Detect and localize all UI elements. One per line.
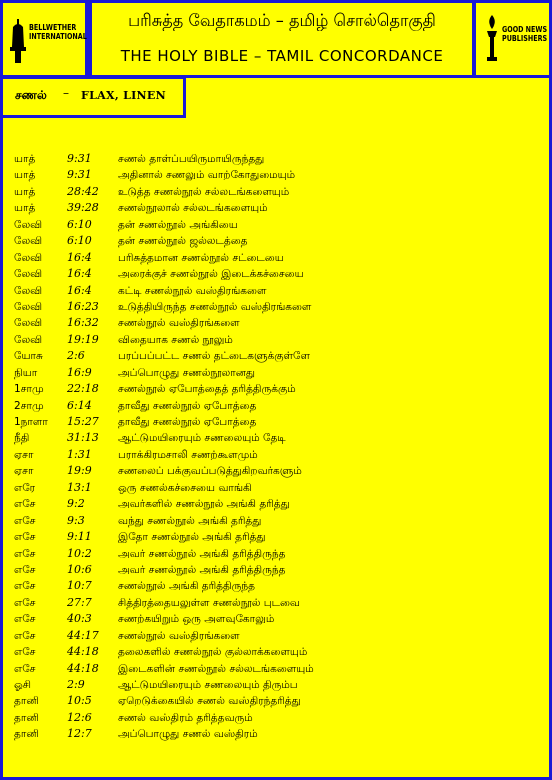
entry-book: ஓசி [14, 679, 32, 691]
bell-icon [9, 19, 27, 65]
entry-reference: 9:31 [67, 168, 92, 182]
entry-reference: 9:3 [67, 513, 85, 527]
entry-text: விதையாக சணல் நூலும் [118, 333, 233, 346]
list-item [14, 217, 544, 233]
entry-reference: 9:31 [67, 152, 92, 165]
entry-text: ஏறெடுக்கையில் சணல் வஸ்திரந்தரித்து [118, 695, 301, 708]
entry-book: எசே [14, 563, 36, 576]
list-item [14, 315, 544, 331]
entry-reference: 44:18 [67, 661, 99, 675]
entry-book: யாத் [14, 153, 36, 165]
list-item [14, 233, 544, 249]
entry-book: நீதி [14, 432, 30, 445]
list-item [14, 693, 544, 709]
list-item [14, 480, 544, 496]
entry-text: சித்திரத்தையலுள்ள சணல்நூல் புடவை [118, 596, 300, 609]
entry-book: எசே [14, 629, 36, 642]
list-item [14, 546, 544, 562]
list-item [14, 151, 544, 167]
entry-book: எசே [14, 662, 36, 675]
list-item [14, 414, 544, 430]
entry-text: அவர்களில் சணல்நூல் அங்கி தரித்து [118, 498, 290, 511]
entry-book: லேவி [14, 235, 43, 248]
list-item [14, 381, 544, 397]
entry-book: லேவி [14, 268, 43, 281]
entry-book: 1நாளா [14, 416, 48, 428]
list-item [14, 496, 544, 512]
entry-book: தானி [14, 711, 39, 724]
entry-text: அப்பொழுது சணல் வஸ்திரம் [118, 728, 258, 741]
entry-book: யோசு [14, 350, 43, 363]
headword-tamil: சணல் [15, 88, 47, 102]
entry-reference: 1:31 [67, 447, 92, 461]
entry-book: லேவி [14, 218, 43, 231]
entry-book: 1சாமு [14, 383, 44, 396]
entry-reference: 10:7 [67, 579, 92, 593]
entry-text: அரைக்குச் சணல்நூல் இடைக்கச்சையை [118, 268, 304, 281]
entry-text: ஆட்டுமயிரையும் சணலையும் தேடி [118, 432, 286, 445]
entry-book: தானி [14, 728, 39, 741]
entry-reference: 22:18 [67, 382, 99, 396]
publisher-logo-right [473, 0, 552, 78]
entry-text: சணல்நூல் வஸ்திரங்களை [118, 317, 240, 330]
entry-reference: 2:6 [67, 349, 85, 363]
list-item [14, 200, 544, 216]
torch-icon [484, 15, 500, 63]
list-item [14, 661, 544, 677]
entry-text: இடைகளின் சணல்நூல் சல்லடங்களையும் [118, 662, 314, 675]
list-item [14, 513, 544, 529]
entry-text: சணல்நூல் அங்கி தரித்திருந்த [118, 580, 255, 593]
entry-reference: 10:2 [67, 546, 92, 560]
entry-text: சணல் வஸ்திரம் தரித்தவரும் [118, 711, 253, 724]
entry-book: ஏசா [14, 448, 34, 461]
entry-reference: 9:11 [67, 530, 92, 544]
entry-reference: 9:2 [67, 497, 85, 511]
list-item [14, 677, 544, 693]
entry-text: அதினால் சணலும் வாற்கோதுமையும் [118, 169, 296, 182]
entry-text: அவர் சணல்நூல் அங்கி தரித்திருந்த [118, 563, 286, 576]
entry-book: யாத் [14, 185, 36, 198]
entry-text: ஆட்டுமயிரையும் சணலையும் திரும்ப [118, 679, 298, 691]
list-item [14, 398, 544, 414]
list-item [14, 578, 544, 594]
entry-book: யாத் [14, 169, 36, 182]
entry-book: எசே [14, 531, 36, 544]
entry-reference: 16:9 [67, 365, 92, 379]
entry-book: எசே [14, 547, 36, 560]
title-tamil: பரிசுத்த வேதாகமம் – தமிழ் சொல்தொகுதி [128, 11, 436, 31]
entry-text: கட்டி சணல்நூல் வஸ்திரங்களை [118, 284, 267, 297]
header [0, 0, 552, 78]
entry-text: சணல் தாள்ப்பயிருமாயிருந்தது [118, 153, 265, 165]
title-box [88, 0, 476, 78]
entry-book: 2சாமு [14, 399, 44, 412]
publisher-left-name: BELLWETHER INTERNATIONAL [29, 23, 87, 41]
entry-text: பரிசுத்தமான சணல்நூல் சட்டையை [118, 251, 284, 264]
headword-english: FLAX, LINEN [81, 89, 166, 102]
entry-reference: 27:7 [67, 595, 92, 609]
entry-book: எசே [14, 580, 36, 593]
entry-reference: 16:4 [67, 250, 92, 264]
entry-text: சணல்நூல் வஸ்திரங்களை [118, 629, 240, 642]
list-item [14, 250, 544, 266]
publisher-right-name: GOOD NEWS PUBLISHERS [502, 25, 548, 43]
entry-text: தன் சணல்நூல் அங்கியை [118, 218, 238, 231]
entry-reference: 10:5 [67, 694, 92, 708]
entry-reference: 13:1 [67, 480, 92, 494]
list-item [14, 463, 544, 479]
list-item [14, 167, 544, 183]
list-item [14, 184, 544, 200]
entry-reference: 10:6 [67, 562, 92, 576]
headword-box [0, 76, 186, 118]
entry-text: தாவீது சணல்நூல் ஏபோத்தை [118, 416, 257, 428]
list-item [14, 299, 544, 315]
list-item [14, 283, 544, 299]
list-item [14, 529, 544, 545]
entry-text: அப்பொழுது சணல்நூலானது [118, 366, 256, 379]
entry-book: எசே [14, 646, 36, 659]
entry-reference: 19:9 [67, 464, 92, 478]
entry-book: எசே [14, 498, 36, 511]
concordance-list [14, 151, 544, 743]
entry-book: யாத் [14, 202, 36, 215]
headword-separator: – [63, 86, 69, 100]
list-item [14, 710, 544, 726]
entry-book: லேவி [14, 317, 43, 330]
entry-reference: 31:13 [67, 431, 99, 445]
entry-text: சணல்நூலால் சல்லடங்களையும் [118, 202, 268, 215]
entry-reference: 44:17 [67, 628, 99, 642]
entry-reference: 44:18 [67, 645, 99, 659]
list-item [14, 332, 544, 348]
entry-book: லேவி [14, 300, 43, 313]
entry-book: எசே [14, 596, 36, 609]
list-item [14, 595, 544, 611]
entry-reference: 6:10 [67, 217, 92, 231]
entry-text: உடுத்த சணல்நூல் சல்லடங்களையும் [118, 185, 290, 198]
entry-text: இதோ சணல்நூல் அங்கி தரித்து [118, 531, 266, 544]
entry-reference: 16:4 [67, 267, 92, 281]
entry-reference: 12:7 [67, 727, 92, 741]
entry-text: வந்து சணல்நூல் அங்கி தரித்து [118, 514, 262, 527]
entry-reference: 28:42 [67, 184, 99, 198]
entry-book: எசே [14, 613, 36, 626]
entry-reference: 2:9 [67, 678, 85, 691]
entry-reference: 6:10 [67, 234, 92, 248]
title-english: THE HOLY BIBLE – TAMIL CONCORDANCE [120, 47, 444, 65]
entry-text: சணலைப் பக்குவப்படுத்துகிறவர்களும் [118, 465, 302, 478]
entry-reference: 16:23 [67, 299, 99, 313]
entry-text: சணல்நூல் ஏபோத்தைத் தரித்திருக்கும் [118, 383, 296, 396]
entry-book: தானி [14, 695, 39, 708]
list-item [14, 365, 544, 381]
list-item [14, 611, 544, 627]
entry-text: உடுத்தியிருந்த சணல்நூல் வஸ்திரங்களை [118, 300, 312, 313]
entry-text: சணற்கயிறும் ஒரு அளவுகோலும் [118, 613, 275, 626]
entry-book: லேவி [14, 333, 43, 346]
entry-book: ஏசா [14, 465, 34, 478]
list-item [14, 644, 544, 660]
entry-text: பரப்பப்பட்ட சணல் தட்டைகளுக்குள்ளே [118, 350, 310, 363]
entry-reference: 40:3 [67, 612, 92, 626]
entry-text: அவர் சணல்நூல் அங்கி தரித்திருந்த [118, 547, 286, 560]
list-item [14, 726, 544, 742]
entry-book: எசே [14, 514, 36, 527]
entry-book: லேவி [14, 251, 43, 264]
entry-reference: 19:19 [67, 332, 99, 346]
entry-reference: 16:4 [67, 283, 92, 297]
list-item [14, 628, 544, 644]
entry-reference: 16:32 [67, 316, 99, 330]
entry-text: தலைகளில் சணல்நூல் குல்லாக்களையும் [118, 646, 308, 659]
entry-book: லேவி [14, 284, 43, 297]
entry-text: தன் சணல்நூல் ஜல்லடத்தை [118, 235, 248, 248]
list-item [14, 430, 544, 446]
entry-reference: 15:27 [67, 415, 99, 428]
entry-text: ஒரு சணல்கச்சையை வாங்கி [118, 481, 252, 494]
entry-text: தாவீது சணல்நூல் ஏபோத்தை [118, 399, 257, 412]
entry-reference: 6:14 [67, 398, 92, 412]
entry-reference: 39:28 [67, 201, 99, 215]
list-item [14, 562, 544, 578]
entry-book: நியா [14, 366, 38, 379]
entry-book: எரே [14, 481, 36, 494]
entry-text: பராக்கிரமசாலி சணற்கூளமும் [118, 448, 258, 461]
publisher-logo-left [0, 0, 88, 78]
list-item [14, 348, 544, 364]
list-item [14, 447, 544, 463]
entry-reference: 12:6 [67, 710, 92, 724]
list-item [14, 266, 544, 282]
